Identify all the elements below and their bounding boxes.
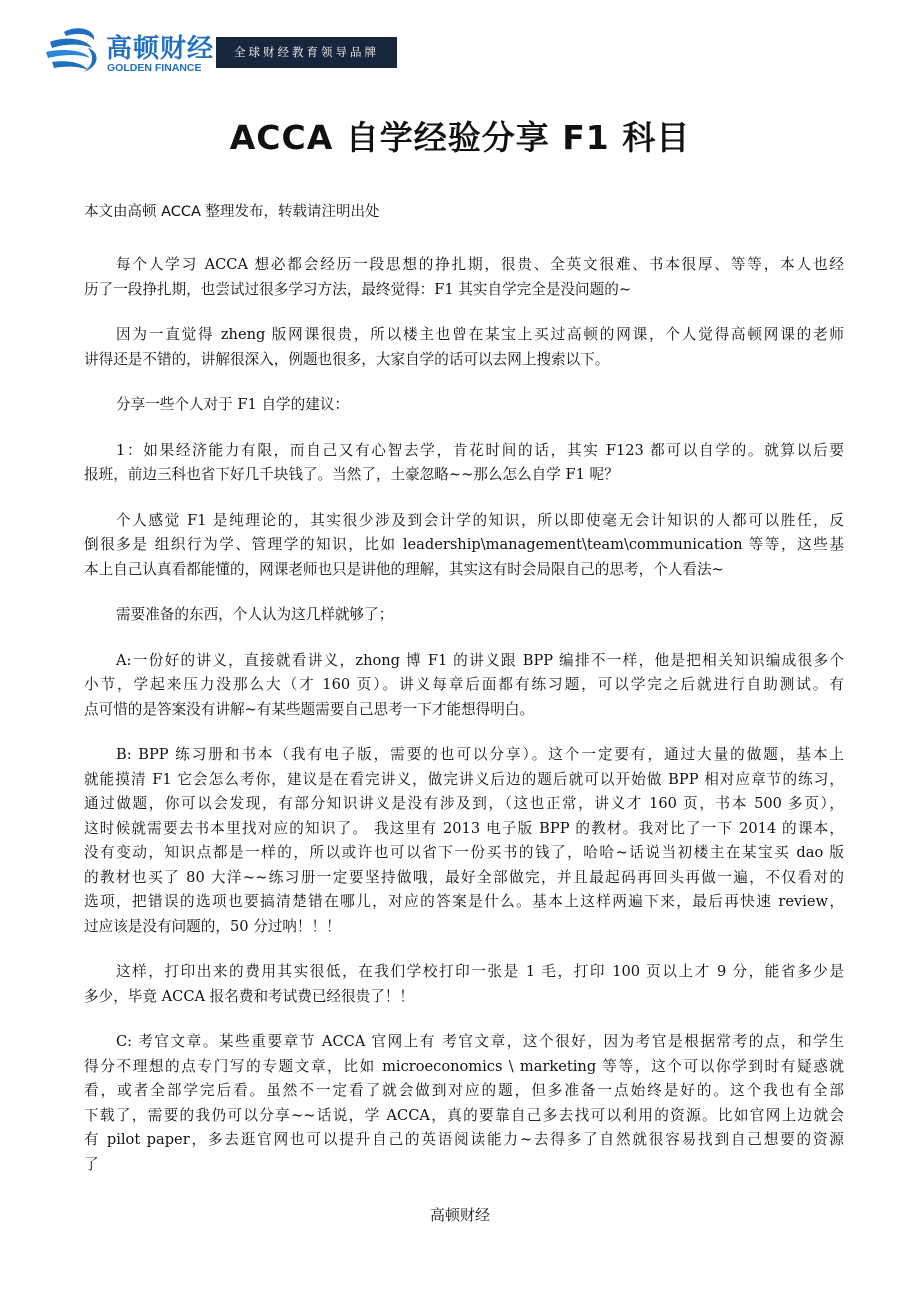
paragraph-line: 个人感觉 F1 是纯理论的，其实很少涉及到会计学的知识，所以即使毫无会计知识的人都可以胜任，反 (116, 511, 844, 529)
paragraph (84, 253, 844, 302)
paragraph-line: 这时候就需要去书本里找对应的知识了。 我这里有 2013 电子版 BPP 的教材。我对比了一下 2014 的课本， (84, 819, 844, 837)
paragraph-line: 小节，学起来压力没那么大（才 160 页）。讲义每章后面都有练习题，可以学完之后就进行自助测试。有 (84, 676, 844, 693)
logo-chinese-name: 高顿财经 (106, 34, 215, 64)
paragraph-line: 这样，打印出来的费用其实很低，在我们学校打印一张是 1 毛，打印 100 页以上才 9 分，能省多少是 (116, 963, 844, 980)
paragraph-line: C: 考官文章。某些重要章节 ACCA 官网上有 考官文章，这个很好，因为考官是根据常考的点，和学生 (116, 1033, 844, 1050)
paragraph-line: 点可惜的是答案没有讲解~有某些题需要自己思考一下才能想得明白。 (84, 700, 535, 718)
paragraph-line: 讲得还是不错的，讲解很深入，例题也很多，大家自学的话可以去网上搜索以下。 (84, 350, 610, 368)
paragraph-line: 报班，前边三科也省下好几千块钱了。当然了，土豪忽略~~那么怎么自学 F1 呢？ (84, 466, 619, 483)
paragraph-line: 得分不理想的点专门写的专题文章，比如 microeconomics \ marketing 等等，这个可以你学到时有疑惑就 (84, 1057, 844, 1075)
paragraph-line: 的教材也买了 80 大洋~~练习册一定要坚持做哦，最好全部做完，并且最起码再回头再做一遍，不仅看对的 (84, 868, 844, 886)
paragraph (84, 509, 844, 583)
paragraph (84, 743, 844, 939)
paragraph-line: 过应该是没有问题的，50 分过呐！！！ (84, 917, 341, 935)
paragraph (84, 649, 844, 723)
paragraph-line: 因为一直觉得 zheng 版网课很贵，所以楼主也曾在某宝上买过高顿的网课，个人觉得高顿网课的老师 (116, 326, 844, 343)
paragraph-line: 下载了，需要的我仍可以分享~~话说，学 ACCA，真的要靠自己多去找可以利用的资源。比如官网上边就会 (84, 1106, 844, 1124)
paragraph-line: 看，或者全部学完后看。虽然不一定看了就会做到对应的题，但多准备一点始终是好的。这个我也有全部 (84, 1082, 844, 1099)
document-body (84, 253, 844, 1198)
paragraph-line: 分享一些个人对于 F1 自学的建议： (116, 396, 350, 413)
page-footer: 高顿财经 (429, 1206, 490, 1224)
paragraph-line: 每个人学习 ACCA 想必都会经历一段思想的挣扎期，很贵、全英文很难、书本很厚、等等，本人也经 (116, 256, 844, 273)
paragraph (84, 323, 844, 372)
company-logo (44, 22, 404, 78)
paragraph (84, 393, 844, 418)
swoosh-logo-icon (44, 26, 106, 74)
paragraph (84, 439, 844, 488)
slogan-banner: 全球财经教育领导品牌 (216, 37, 397, 68)
paragraph-line: 选项，把错误的选项也要搞清楚错在哪儿，对应的答案是什么。基本上这样两遍下来，最后再快速 review， (84, 893, 844, 910)
paragraph-line: 1：如果经济能力有限，而自己又有心智去学，肯花时间的话，其实 F123 都可以自学的。就算以后要 (116, 441, 844, 459)
document-title: ACCA 自学经验分享 F1 科目 (229, 118, 691, 157)
paragraph-line: 本上自己认真看都能懂的，网课老师也只是讲他的理解，其实这有时会局限自己的思考，个人看法~ (84, 560, 724, 578)
paragraph (84, 960, 844, 1009)
paragraph-line: 多少，毕竟 ACCA 报名费和考试费已经很贵了！！ (84, 987, 414, 1005)
paragraph-line: 就能摸清 F1 它会怎么考你，建议是在看完讲义，做完讲义后边的题后就可以开始做 BPP 相对应章节的练习， (84, 770, 844, 788)
paragraph-line: 有 pilot paper，多去逛官网也可以提升自己的英语阅读能力~去得多了自然就很容易找到自己想要的资源 (84, 1131, 844, 1148)
paragraph-line: 历了一段挣扎期，也尝试过很多学习方法，最终觉得：F1 其实自学完全是没问题的~ (84, 280, 632, 298)
paragraph-line: B: BPP 练习册和书本（我有电子版，需要的也可以分享）。这个一定要有，通过大量的做题，基本上 (116, 746, 844, 763)
logo-english-name: GOLDEN FINANCE (107, 62, 202, 74)
paragraph-line: 需要准备的东西，个人认为这几样就够了； (116, 606, 394, 623)
paragraph (84, 603, 844, 628)
paragraph-line: 没有变动，知识点都是一样的，所以或许也可以省下一份买书的钱了，哈哈~话说当初楼主在某宝买 dao 版 (84, 844, 844, 861)
document-subtitle: 本文由高顿 ACCA 整理发布，转载请注明出处 (84, 204, 380, 220)
paragraph-line: 通过做题，你可以会发现，有部分知识讲义是没有涉及到，（这也正常，讲义才 160 页，书本 500 多页）， (84, 795, 844, 812)
paragraph-line: 了 (84, 1155, 99, 1173)
paragraph-line: 倒很多是 组织行为学、管理学的知识，比如 leadership\management\team\communication 等等，这些基 (84, 536, 844, 553)
paragraph (84, 1030, 844, 1177)
paragraph-line: A:一份好的讲义，直接就看讲义，zhong 博 F1 的讲义跟 BPP 编排不一样，他是把相关知识编成很多个 (116, 651, 844, 669)
